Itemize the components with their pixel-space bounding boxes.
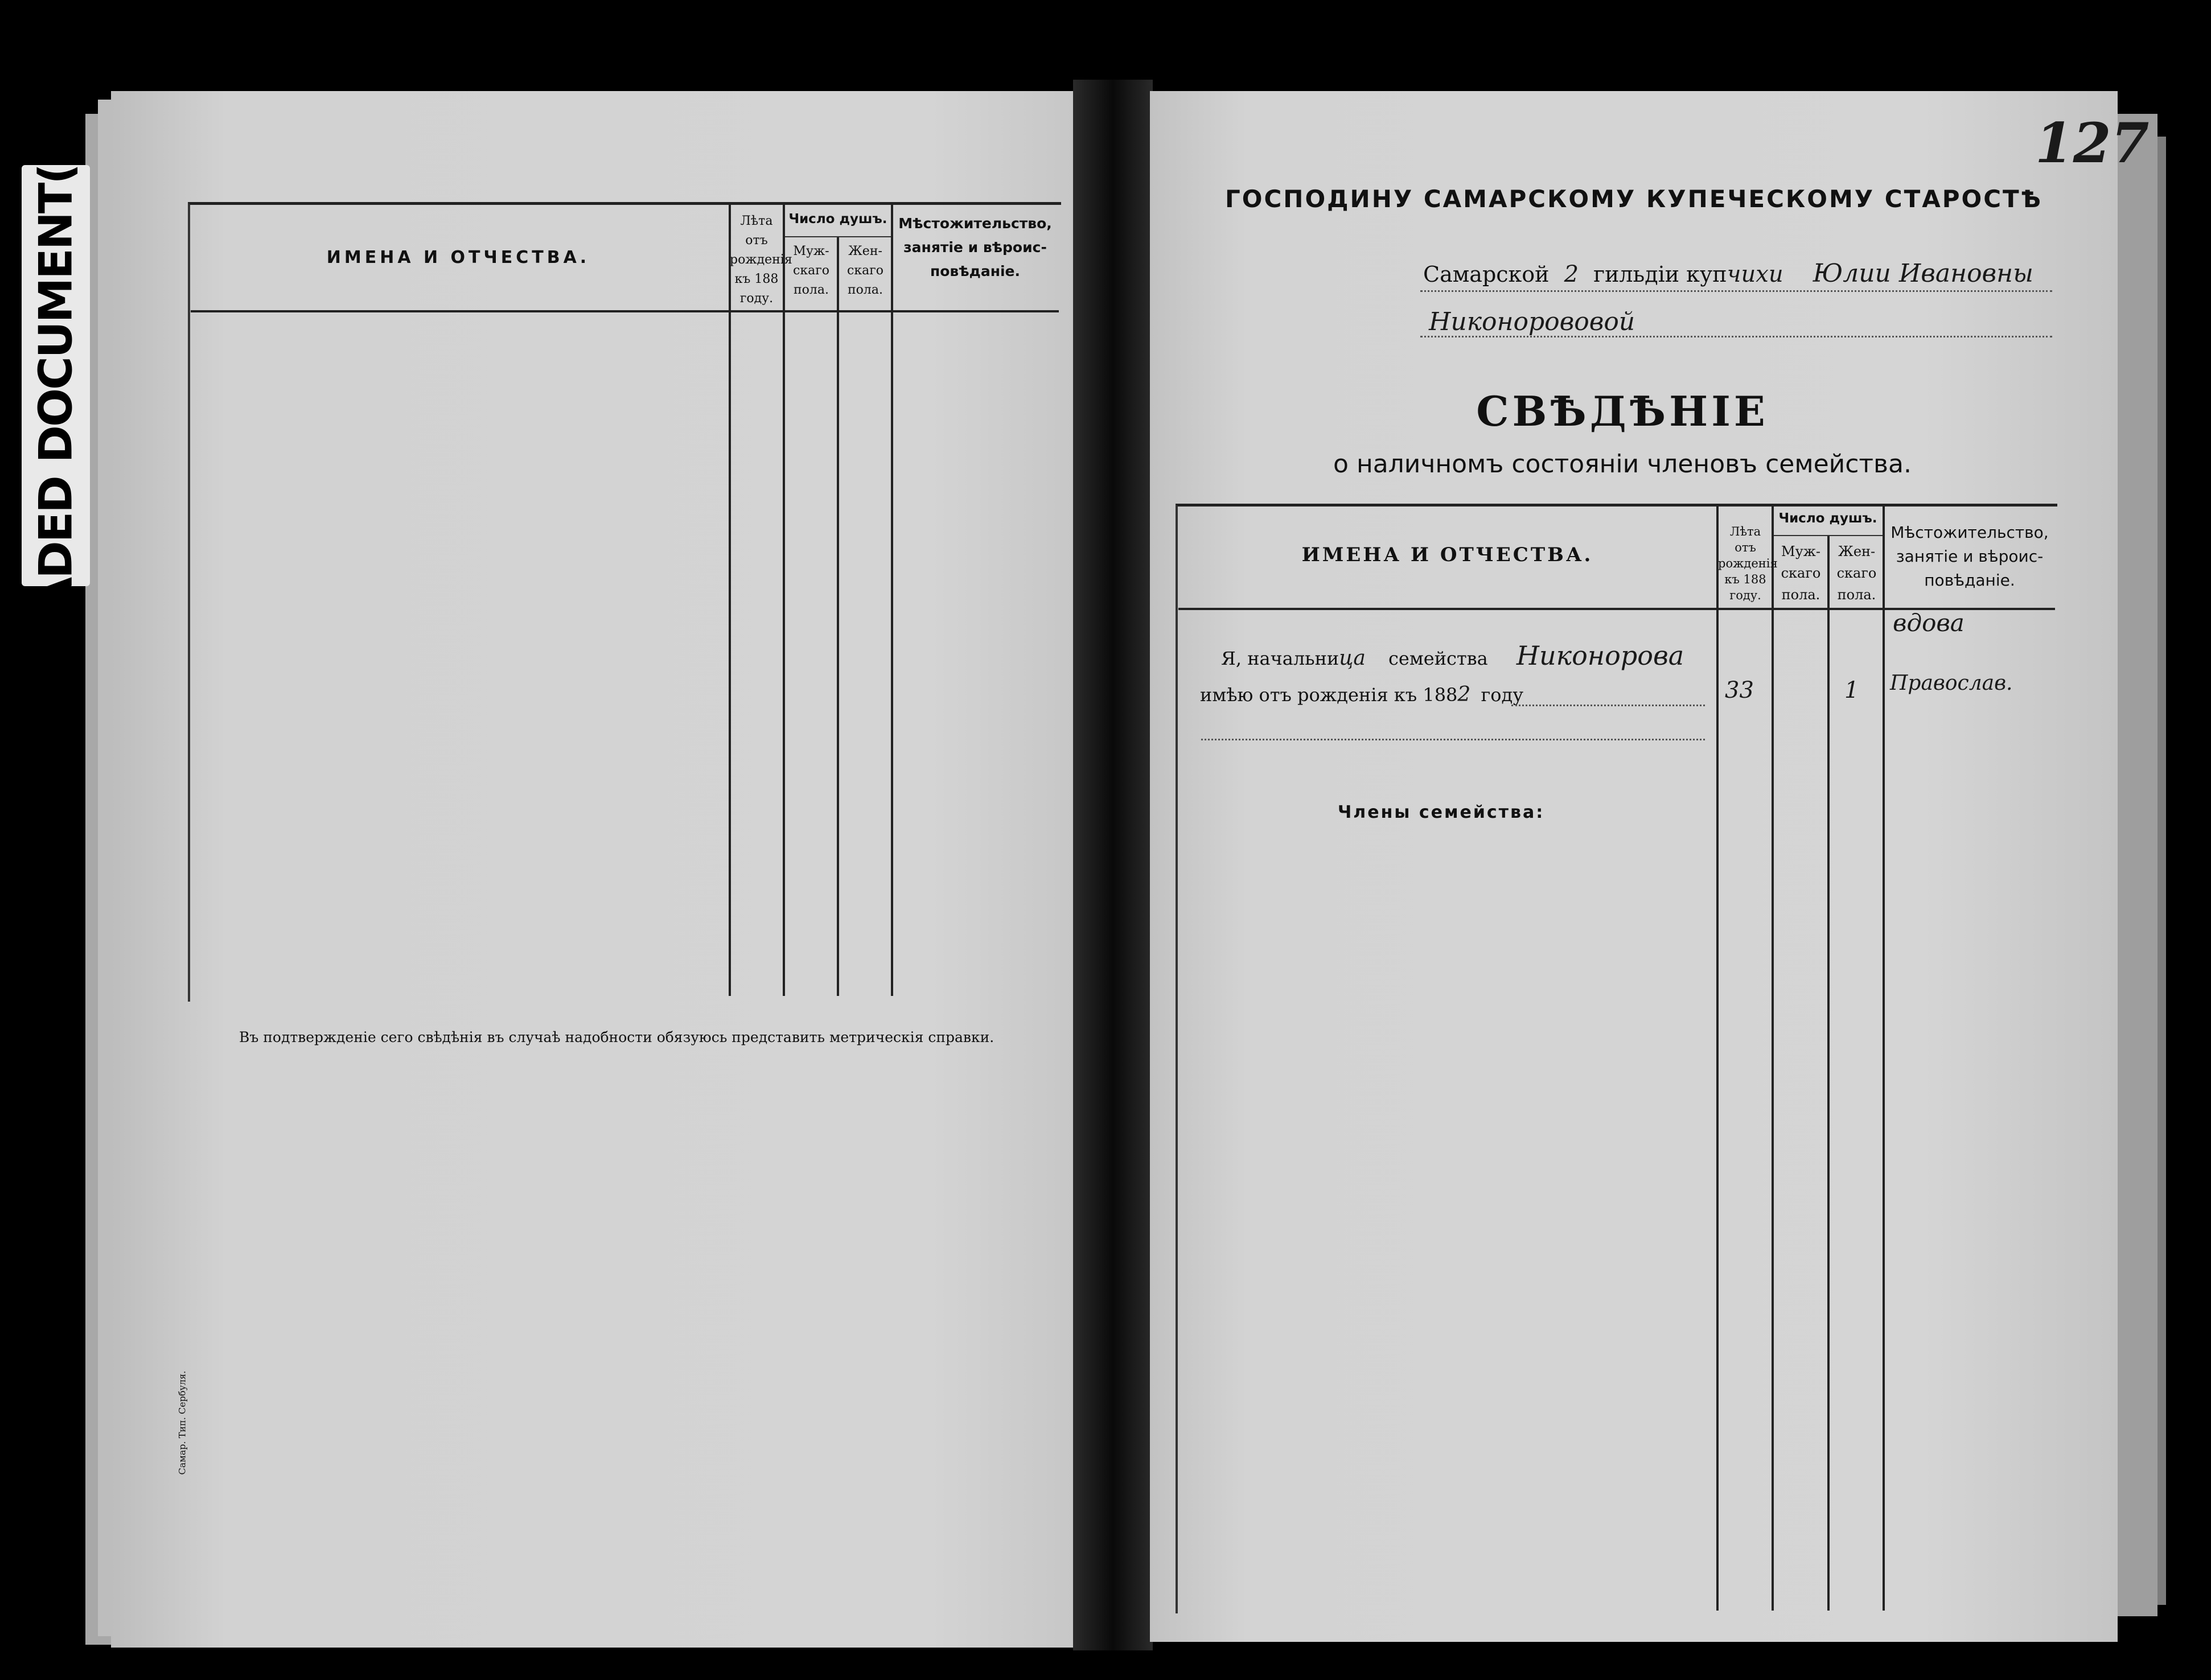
surname-line-dots (1420, 336, 2052, 337)
faded-document-text: FADED DOCUMENT(S) (29, 114, 83, 637)
left-header-residence-line: Мѣстожительство, (898, 215, 1052, 232)
right-header-age-line: Лѣта отъ (1729, 525, 1761, 554)
head-line-2 (1200, 683, 1523, 706)
book-gutter (1073, 80, 1153, 1650)
left-header-female-line: пола. (848, 283, 883, 297)
page-number: 127 (2035, 111, 2150, 175)
head-residence-religion: Православ. (1890, 672, 2013, 695)
from-printed-2: гильдіи куп (1593, 262, 1727, 287)
faded-document-label (22, 114, 90, 637)
right-header-male-line: пола. (1781, 587, 1820, 603)
from-hand-guild: 2 (1564, 261, 1579, 287)
left-header-age (730, 212, 792, 308)
right-header-residence-line: повѣданіе. (1924, 571, 2015, 590)
left-header-age-line: году. (739, 291, 774, 306)
right-col-rule-residence (1883, 507, 1885, 1611)
head-residence-status: вдова (1893, 609, 1965, 637)
left-header-names: ИМЕНА И ОТЧЕСТВА. (326, 248, 590, 267)
head-line-1-printed: Я, начальни (1221, 648, 1339, 669)
from-line (1423, 259, 2033, 288)
left-header-residence-line: занятіе и вѣроис- (903, 239, 1047, 256)
right-col-rule-male (1772, 507, 1774, 1611)
left-header-male-line: Муж- (793, 244, 829, 258)
left-col-rule-residence (891, 205, 893, 996)
left-header-female (839, 242, 892, 300)
document-title: СВѢДѢНІЕ (1476, 387, 1769, 435)
head-line-2-printed: имѣю отъ рожденія къ 188 (1200, 684, 1458, 706)
left-header-female-line: Жен- (848, 244, 882, 258)
right-header-male (1773, 541, 1828, 606)
head-line-1-printed-2: семейства (1388, 648, 1488, 669)
head-line-1-hand: ца (1339, 647, 1366, 670)
right-header-age-line: рожденія (1718, 557, 1778, 570)
left-confirmation-text: Въ подтвержденіе сего свѣдѣнія въ случаѣ надобности обязуюсь представить метрическія справки. (239, 1029, 994, 1045)
right-header-female-line: Жен- (1838, 543, 1876, 559)
from-hand-suffix: чихи (1727, 261, 1783, 287)
left-header-male-line: скаго (793, 263, 829, 278)
right-header-names: ИМЕНА И ОТЧЕСТВА. (1301, 543, 1593, 566)
document-subtitle: о наличномъ состояніи членовъ семейства. (1333, 450, 1912, 479)
right-col-rule-age (1716, 507, 1719, 1611)
left-table-header-rule (191, 310, 1059, 312)
head-line-3-dots (1201, 739, 1705, 740)
left-col-rule-female (837, 236, 839, 996)
left-header-souls: Число душъ. (788, 212, 887, 227)
left-header-female-line: скаго (847, 263, 883, 278)
right-header-souls: Число душъ. (1778, 511, 1877, 526)
printer-imprint (171, 1337, 194, 1508)
right-header-residence-line: Мѣстожительство, (1891, 523, 2049, 542)
from-line-dots (1420, 290, 2052, 292)
right-header-female-line: пола. (1837, 587, 1876, 603)
left-col-rule-age (729, 205, 731, 996)
left-header-residence (893, 212, 1058, 283)
right-header-male-line: скаго (1781, 565, 1821, 581)
left-table-frame (188, 202, 1061, 1002)
left-souls-subrule (785, 236, 891, 237)
head-line-2-printed-2: году (1481, 684, 1524, 706)
left-header-age-line: къ 188 (734, 272, 779, 286)
right-header-female (1829, 541, 1884, 606)
head-line-2-dots (1511, 705, 1705, 706)
from-hand-name: Юлии Ивановны (1813, 259, 2033, 288)
left-col-rule-male (783, 205, 785, 996)
from-hand-surname: Никонорововой (1429, 307, 1635, 336)
right-souls-subrule (1774, 535, 1883, 536)
head-age-value: 33 (1725, 677, 1754, 703)
right-header-age-line: году. (1729, 588, 1761, 602)
head-female-value: 1 (1844, 677, 1859, 703)
printer-imprint-text: Самар. Тип. Сербуля. (176, 1370, 188, 1475)
left-header-age-line: рожденія (730, 253, 792, 267)
right-col-rule-female (1827, 535, 1830, 1611)
addressee-heading: ГОСПОДИНУ САМАРСКОМУ КУПЕЧЕСКОМУ СТАРОСТѢ (1225, 185, 2042, 213)
right-header-age-line: къ 188 (1724, 573, 1766, 586)
members-label: Члены семейства: (1338, 802, 1545, 822)
head-line-1-hand-name: Никонорова (1516, 640, 1684, 671)
head-line-1 (1221, 640, 1684, 671)
from-printed-1: Самарской (1423, 262, 1550, 287)
right-header-residence (1884, 521, 2055, 592)
left-header-age-line: Лѣта отъ (740, 214, 773, 248)
head-line-2-hand: 2 (1457, 683, 1471, 706)
right-header-residence-line: занятіе и вѣроис- (1896, 547, 2044, 566)
left-header-male (784, 242, 838, 300)
left-header-residence-line: повѣданіе. (930, 263, 1021, 279)
left-header-male-line: пола. (794, 283, 829, 297)
right-header-age (1718, 524, 1778, 603)
right-header-male-line: Муж- (1781, 543, 1820, 559)
right-header-female-line: скаго (1836, 565, 1877, 581)
